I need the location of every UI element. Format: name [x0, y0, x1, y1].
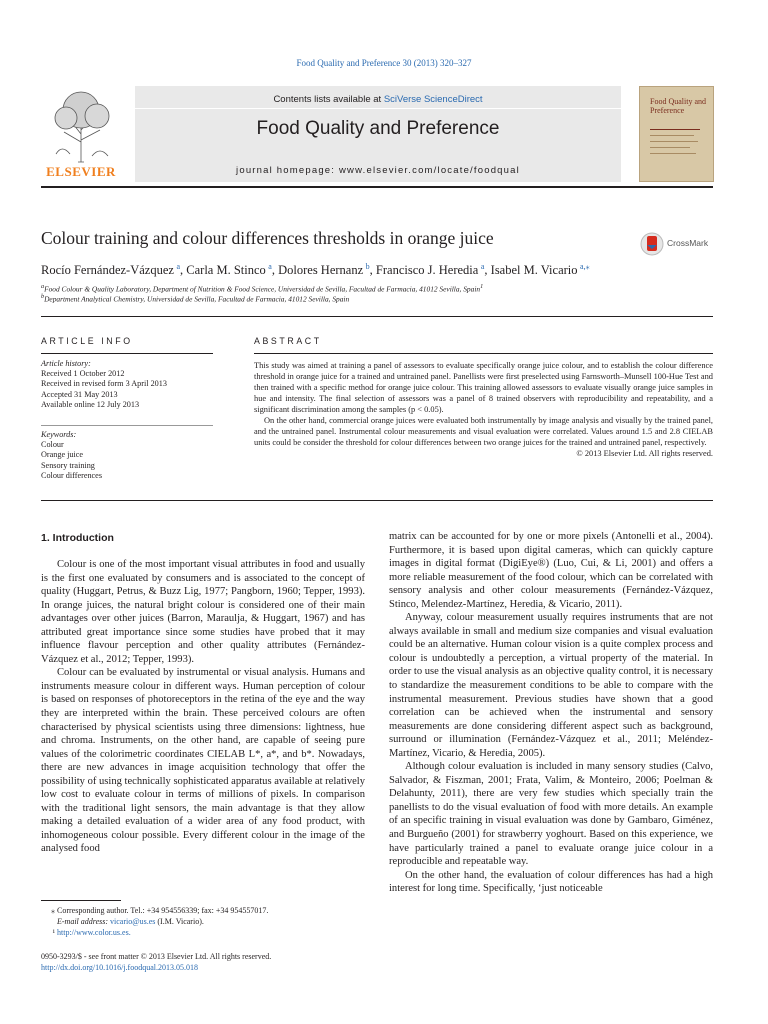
homepage-prefix: journal homepage: — [236, 165, 339, 176]
journal-title[interactable]: Food Quality and Preference — [256, 118, 500, 139]
affiliation-text: Department Analytical Chemistry, Universidad de Sevilla, Facultad de Farmacia, 41012 Sevilla, Spain — [44, 294, 350, 304]
crossmark-icon — [640, 231, 664, 257]
footnote-one: ¹ — [52, 928, 55, 937]
author-affiliation-mark[interactable]: a — [480, 262, 485, 271]
body-paragraph: Anyway, colour measurement usually requires instruments that are not always available in small and medium size companies and visual evaluation could be an alternative. Human colour vision is a quite complex process and colour is undoubtedly a perception, a virtual property of the material. In order to use the visual analysis as an objective quality control, it is necessary to standardize the measurement conditions to be able to compare with the instrumental measurement. Previous studies have shown that a good correlation can be achieved when the instrumental and sensory measurements are done considering different aspect such as background, surround or illumination (Fernández-Vázquez et al., 2011; Meléndez-Martínez, Vicario, & Heredia, 2005). — [389, 612, 713, 759]
title-block-rule — [41, 316, 713, 317]
publisher-name: ELSEVIER — [46, 164, 116, 179]
journal-masthead — [135, 86, 621, 182]
abstract-heading: ABSTRACT — [254, 336, 322, 346]
body-paragraph: On the other hand, the evaluation of colour differences has had a high interest for long time. Specifically, ‘just noticeable — [389, 869, 713, 895]
contents-prefix: Contents lists available at — [273, 94, 384, 105]
author-affiliation-mark[interactable]: b — [365, 262, 370, 271]
abstract-paragraph: On the other hand, commercial orange juices were evaluated both instrumentally by image analysis and visually by the trained panel, and the untrained panel. Instrumental colour measurements and visual evaluation were correlated. Values around 1.5 and 2.8 CIELAB units could be consider the threshold for colour differences between two orange juices for the trained and untrained panel, respectively. — [254, 416, 713, 447]
footnote-text: Corresponding author. Tel.: +34 954556339; fax: +34 954557017. — [57, 906, 269, 915]
email-label: E-mail address: — [57, 917, 109, 926]
abstract-rule — [254, 353, 713, 354]
elsevier-logo[interactable] — [40, 84, 122, 180]
doi-link-text[interactable]: http://dx.doi.org/10.1016/j.foodqual.2013.05.018 — [41, 963, 198, 972]
affiliation-b — [41, 294, 349, 303]
author-name[interactable]: Dolores Hernanz — [278, 263, 364, 278]
sciencedirect-link[interactable]: SciVerse ScienceDirect — [383, 94, 483, 105]
body-paragraph: Although colour evaluation is included in many sensory studies (Calvo, Salvador, & Fiszman, 2001; Frata, Valim, & Monteiro, 2006; Poelman & Delahunty, 2011), there are very few studies which specially train the panellists to do the visual evaluation of food with more details. An example of an specific training in visual evaluation was done by Gambaro, Giménez, and Burgueño (2001) for strawberry yoghourt. Based on this experience, we have particularly trained a panel to evaluate orange juice colour in a reproducible and repeatable way. — [389, 761, 713, 868]
history-item: Received 1 October 2012 — [41, 369, 125, 379]
contents-line — [135, 94, 621, 105]
journal-cover-thumbnail[interactable] — [639, 86, 714, 182]
history-label: Article history: — [41, 359, 91, 368]
author-affiliation-mark[interactable]: a — [176, 262, 181, 271]
author-affiliation-mark[interactable]: a — [268, 262, 272, 271]
right-column — [389, 530, 713, 896]
footnote-star: ⁎ — [51, 906, 55, 915]
elsevier-tree-icon — [40, 84, 122, 164]
section-heading-introduction: 1. Introduction — [41, 532, 114, 544]
header-rule — [41, 186, 713, 188]
history-item: Received in revised form 3 April 2013 — [41, 379, 167, 389]
keywords-label: Keywords: — [41, 430, 77, 439]
keyword: Colour differences — [41, 470, 103, 480]
author-name[interactable]: Francisco J. Heredia — [375, 263, 479, 278]
affiliation-a — [41, 284, 483, 293]
cover-title: Food Quality and Preference — [650, 97, 706, 115]
lab-url-link[interactable]: http://www.color.us.es. — [57, 928, 131, 937]
affiliation-mark: a — [41, 284, 45, 290]
abstract-bottom-rule — [41, 500, 713, 501]
author-name[interactable]: Isabel M. Vicario — [490, 263, 578, 278]
footnote-url — [41, 928, 131, 938]
journal-homepage — [135, 165, 621, 176]
journal-citation[interactable]: Food Quality and Preference 30 (2013) 320–327 — [296, 58, 472, 68]
author-name[interactable]: Rocío Fernández-Vázquez — [41, 263, 174, 278]
article-title: Colour training and colour differences thresholds in orange juice — [41, 228, 494, 248]
history-item: Accepted 31 May 2013 — [41, 389, 118, 399]
affiliation-text: Food Colour & Quality Laboratory, Department of Nutrition & Food Science, Universidad de Sevilla, Facultad de Farmacia, 41012 Sevilla, Spain — [44, 284, 481, 294]
keyword: Colour — [41, 440, 64, 450]
author-name[interactable]: Carla M. Stinco — [186, 263, 266, 278]
footnote-corresponding — [41, 906, 268, 916]
footnote-rule — [41, 900, 121, 901]
copyright-line: © 2013 Elsevier Ltd. All rights reserved. — [576, 449, 713, 458]
keyword: Sensory training — [41, 460, 95, 470]
crossmark-label: CrossMark — [667, 238, 709, 248]
email-link[interactable]: vicario@us.es — [110, 917, 156, 926]
footnote-email — [57, 917, 204, 927]
article-info-heading: ARTICLE INFO — [41, 336, 133, 346]
affiliation-mark: b — [41, 294, 45, 300]
body-paragraph: Colour can be evaluated by instrumental or visual analysis. Humans and instruments measure colour in different ways. Human perception of colour is based on responses of photoreceptors in the retina of the eye and the way they are interpreted within the brain. These perceived colours are often characterised by physical scientists using three dimensions: lightness, hue and chroma. Instruments, on the other hand, are capable of seeing pure values of the colorimetric coordinates CIELAB L*, a*, and b*. Nowadays, there are new advances in image acquisition technology that offer the possibility of using technically sophisticated apparatus available at relatively low cost to evaluate colour in terms of millions of pixels. In comparison with the traditional light sensors, the main advantage is that they allow making a detailed evaluation of a wider area of any food product, with inhomogeneous colour possible. Every different colour in the image of the analysed food — [41, 667, 365, 855]
article-history — [41, 359, 167, 410]
history-item: Available online 12 July 2013 — [41, 399, 140, 409]
author-affiliation-mark[interactable]: a,⁎ — [580, 262, 590, 271]
article-info-rule — [41, 353, 213, 354]
doi-link[interactable] — [41, 963, 198, 973]
body-paragraph: matrix can be accounted for by one or more pixels (Antonelli et al., 2004). Furthermore, it is based upon digital cameras, which can quickly capture images in digital format (DigiEye®) (Luo, Cui, & Li, 2001) and offers a more reliable measurement of the food colour, which can be correlated with sensory analysis and other colour measurements (Fernández-Vázquez, Stinco, Melendez-Martínez, Heredia, & Vicario, 2011). — [389, 531, 713, 610]
keyword: Orange juice — [41, 450, 84, 460]
keywords — [41, 430, 102, 481]
crossmark-badge[interactable] — [640, 230, 716, 258]
abstract-body — [254, 360, 713, 459]
author-list: Rocío Fernández-Vázquez $^a$, Carla M. Stinco $^a$, Dolores Hernanz $^b$, Francisco J. Heredia $^a$, Isabel M. Vicario $^{a,⁎}$ — [41, 262, 590, 278]
email-suffix: (I.M. Vicario). — [157, 917, 204, 926]
body-paragraph: Colour is one of the most important visual attributes in food and usually is the first one evaluated by consumers and is associated to the concept of quality (Huggart, Petrus, & Buzz Lig, 1977; Pangborn, 1960; Tepper, 1993). In orange juices, the natural bright colour is considered one of their main advantages over other juices (Barron, Maraulja, & Huggart, 1967) and has attributed great importance since some studies have probed that it may influence flavour perception and other quality attributes (Fernández-Vázquez et al., 2012; Tepper, 1993). — [41, 559, 365, 665]
homepage-link[interactable]: www.elsevier.com/locate/foodqual — [338, 165, 520, 176]
issn-line: 0950-3293/$ - see front matter © 2013 Elsevier Ltd. All rights reserved. — [41, 952, 272, 961]
keywords-rule — [41, 425, 213, 426]
affiliation-footnote-mark[interactable]: 1 — [480, 284, 484, 290]
abstract-paragraph: This study was aimed at training a panel of assessors to evaluate specifically orange juice colour, and to establish the colour difference threshold in orange juice for a trained and untrained panel. Panellists were first preselected using Farnsworth–Munsell 100-Hue Test and then trained with a specific method for orange juice colour. This training allowed assessors to evaluate visually orange juice samples in hue and intensity. The final selection of assessors was a panel of 8 trained observers with reproducibility and repeatability, and a significant discrimination among the samples (p < 0.05). — [254, 361, 713, 414]
left-column — [41, 558, 365, 856]
